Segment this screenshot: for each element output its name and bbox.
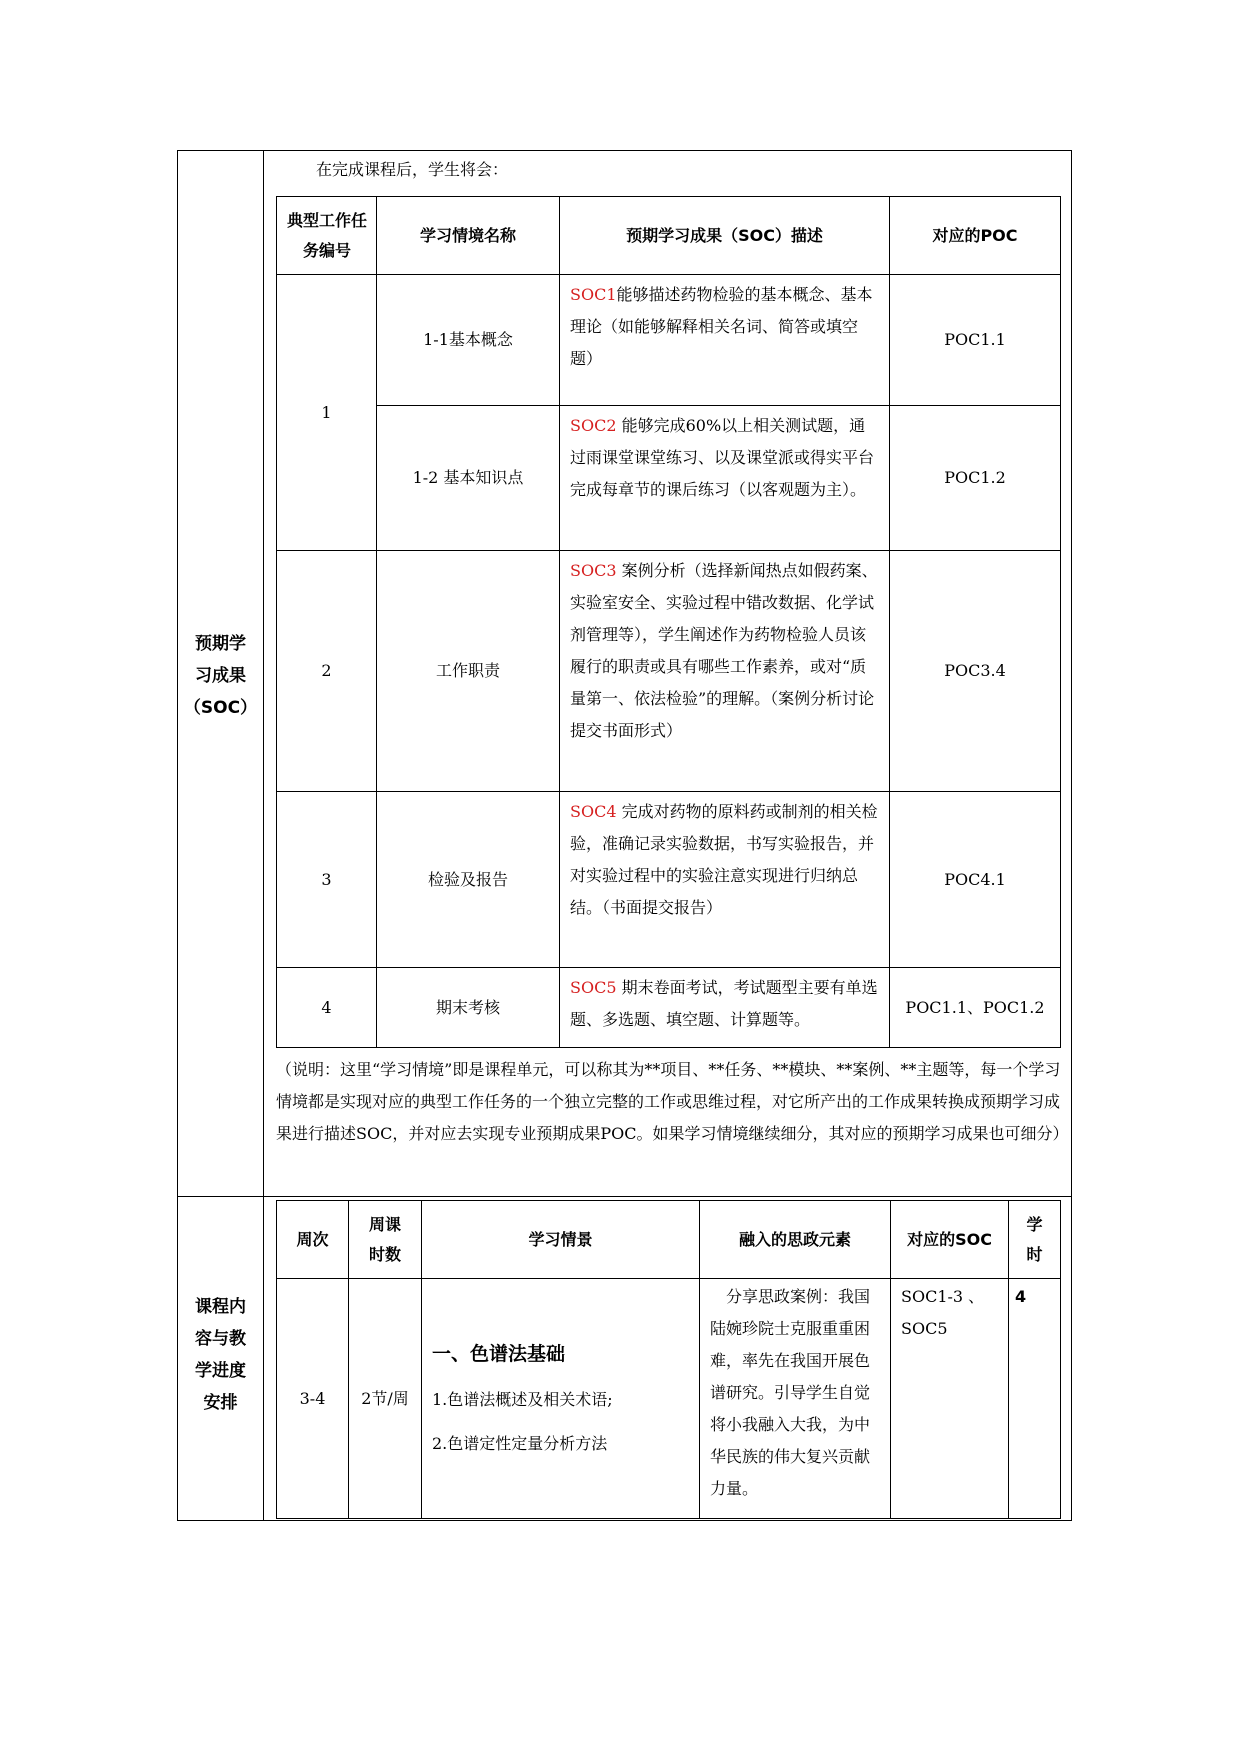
table-row	[277, 1279, 1061, 1519]
poc-value: POC3.4	[890, 551, 1061, 792]
soc-code: SOC1	[570, 285, 617, 304]
label-line: 学进度	[195, 1361, 246, 1381]
task-number: 3	[277, 792, 377, 968]
header-situation: 学习情景	[422, 1201, 700, 1279]
soc-section-label	[178, 628, 263, 724]
soc-text: 能够完成60%以上相关测试题，通过雨课堂课堂练习、以及课堂派或得实平台完成每章节的课后练习（以客观题为主）。	[570, 416, 875, 499]
intro-text: 在完成课程后，学生将会：	[316, 160, 509, 179]
header-credit: 学时	[1009, 1201, 1061, 1279]
poc-value: POC4.1	[890, 792, 1061, 968]
schedule-section-label	[178, 1291, 263, 1419]
poc-value: POC1.1、POC1.2	[890, 968, 1061, 1048]
soc-code: SOC4	[570, 802, 617, 821]
header-soc: 对应的SOC	[891, 1201, 1009, 1279]
poc-value: POC1.2	[890, 406, 1061, 551]
soc-description	[560, 275, 890, 406]
soc-code: SOC5	[570, 978, 617, 997]
document-table	[177, 150, 1072, 1521]
section-divider	[178, 1196, 1071, 1197]
label-line: 习成果	[195, 666, 246, 686]
header-task-no: 典型工作任务编号	[277, 197, 377, 275]
soc-table	[276, 196, 1061, 1048]
situation-name: 1-2 基本知识点	[377, 406, 560, 551]
soc-header-row	[277, 197, 1061, 275]
header-poc: 对应的POC	[890, 197, 1061, 275]
soc-description	[560, 968, 890, 1048]
hours-value: 2节/周	[349, 1279, 422, 1519]
soc-text: 能够描述药物检验的基本概念、基本理论（如能够解释相关名词、简答或填空题）	[570, 285, 873, 368]
ideology-text: 分享思政案例：我国陆婉珍院士克服重重困难，率先在我国开展色谱研究。引导学生自觉将小我融入大我，为中华民族的伟大复兴贡献力量。	[700, 1279, 891, 1519]
table-row	[277, 275, 1061, 406]
header-desc: 预期学习成果（SOC）描述	[560, 197, 890, 275]
soc-description	[560, 551, 890, 792]
header-week: 周次	[277, 1201, 349, 1279]
soc-code: SOC2	[570, 416, 617, 435]
task-number: 1	[277, 275, 377, 551]
soc-text: 案例分析（选择新闻热点如假药案、实验室安全、实验过程中错改数据、化学试剂管理等），学生阐述作为药物检验人员该履行的职责或具有哪些工作素养，或对“质量第一、依法检验”的理解。（案例分析讨论提交书面形式）	[570, 561, 878, 740]
header-ideology: 融入的思政元素	[700, 1201, 891, 1279]
chapter-title: 一、色谱法基础	[432, 1342, 566, 1365]
soc-description	[560, 792, 890, 968]
situation-name: 期末考核	[377, 968, 560, 1048]
table-row	[277, 968, 1061, 1048]
table-row	[277, 551, 1061, 792]
soc-code: SOC3	[570, 561, 617, 580]
poc-value: POC1.1	[890, 275, 1061, 406]
explanation-note: （说明：这里“学习情境”即是课程单元，可以称其为**项目、**任务、**模块、**案例、**主题等，每一个学习情境都是实现对应的典型工作任务的一个独立完整的工作或思维过程，对它所产出的工作成果转换成预期学习成果进行描述SOC，并对应去实现专业预期成果POC。如果学习情境继续细分，其对应的预期学习成果也可细分）	[276, 1060, 1069, 1143]
situation-cell	[422, 1279, 700, 1519]
label-line: 预期学	[195, 634, 246, 654]
situation-name: 检验及报告	[377, 792, 560, 968]
label-line: （SOC）	[183, 698, 258, 718]
soc-value: SOC1-3 、SOC5	[891, 1279, 1009, 1519]
topic-item: 1.色谱法概述及相关术语;	[432, 1389, 613, 1409]
task-number: 4	[277, 968, 377, 1048]
topic-item: 2.色谱定性定量分析方法	[432, 1433, 608, 1453]
label-line: 课程内	[195, 1297, 246, 1317]
schedule-table	[276, 1200, 1061, 1519]
soc-description	[560, 406, 890, 551]
credit-value: 4	[1009, 1279, 1061, 1519]
table-row	[277, 406, 1061, 551]
label-line: 安排	[203, 1393, 238, 1413]
label-column-divider	[263, 151, 264, 1520]
soc-text: 期末卷面考试，考试题型主要有单选题、多选题、填空题、计算题等。	[570, 978, 878, 1029]
situation-name: 1-1基本概念	[377, 275, 560, 406]
soc-text: 完成对药物的原料药或制剂的相关检验，准确记录实验数据，书写实验报告，并对实验过程中的实验注意实现进行归纳总结。（书面提交报告）	[570, 802, 878, 917]
task-number: 2	[277, 551, 377, 792]
week-value: 3-4	[277, 1279, 349, 1519]
table-row	[277, 792, 1061, 968]
situation-name: 工作职责	[377, 551, 560, 792]
header-situation: 学习情境名称	[377, 197, 560, 275]
header-hours: 周课时数	[349, 1201, 422, 1279]
schedule-header-row	[277, 1201, 1061, 1279]
label-line: 容与教	[195, 1329, 246, 1349]
